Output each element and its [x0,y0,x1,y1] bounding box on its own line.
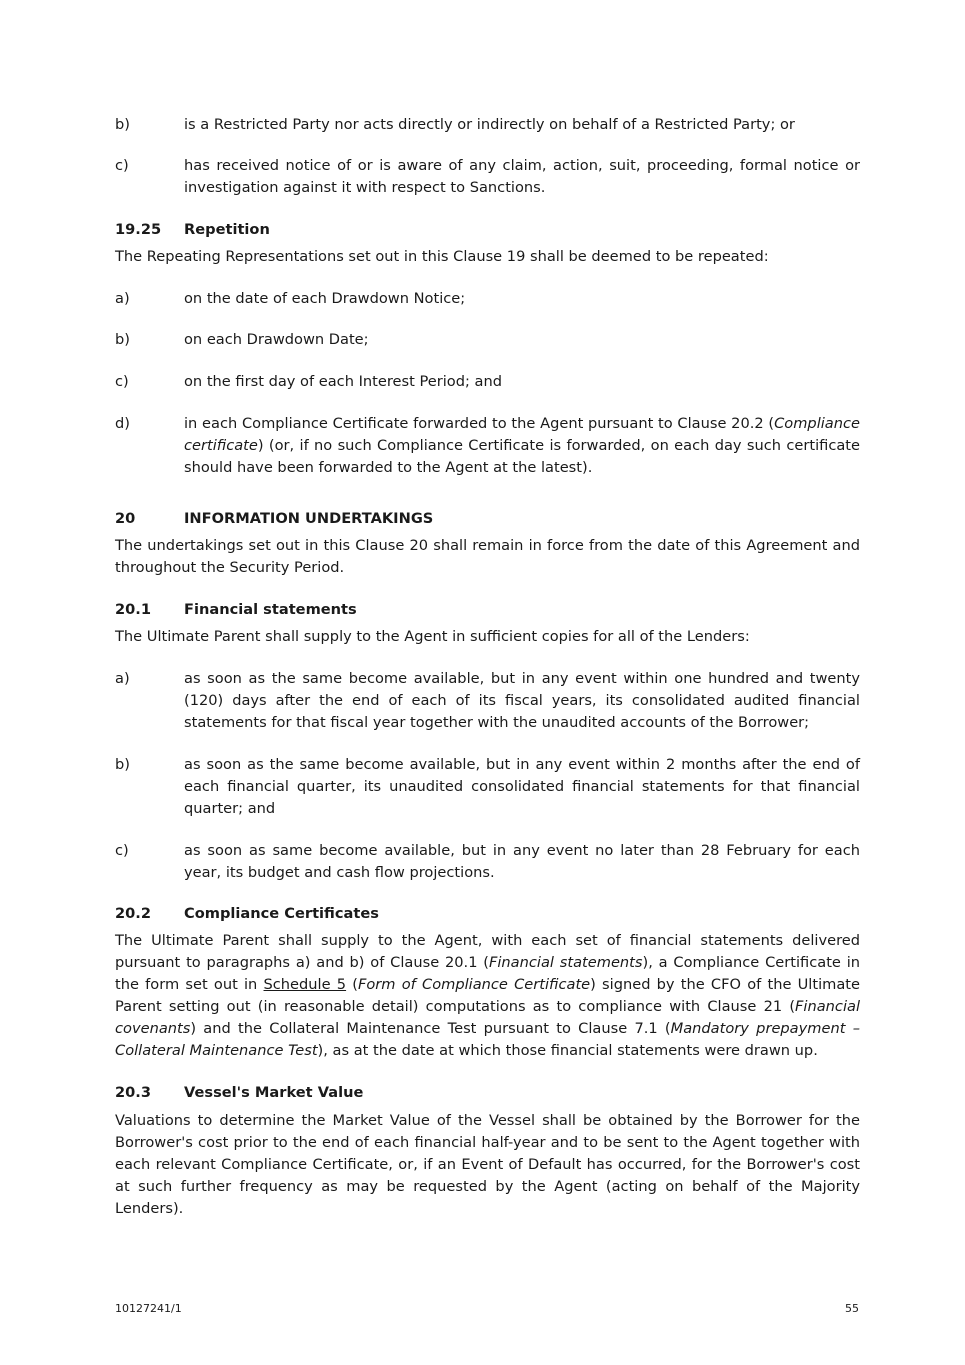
section-intro: The undertakings set out in this Clause 20 shall remain in force from the date of this Agreement and throughout the Security Period. [115,537,860,576]
section-title: Financial statements [184,601,357,618]
text-run: The Ultimate Parent shall supply to the Agent, with each set of financial statements delivered pursuant to paragraphs a) and b) of Clause 20.1 ( [115,932,860,971]
list-marker: d) [115,415,130,432]
section-title: Compliance Certificates [184,905,379,922]
list-text: has received notice of or is aware of any claim, action, suit, proceeding, formal notice or investigation against it with respect to Sanctions. [184,157,860,196]
list-marker: a) [115,670,130,687]
list-marker: b) [115,756,130,773]
text-run-italic: Form of Compliance Certificate [357,976,591,993]
section-number: 20 [115,510,136,527]
text-run: in each Compliance Certificate forwarded to the Agent pursuant to Clause 20.2 ( [184,415,775,432]
list-text: on the first day of each Interest Period; and [184,373,502,390]
text-run: ) signed by the CFO of the Ultimate Parent setting out (in reasonable detail) computations as to compliance with Clause 21 ( [115,976,861,1015]
list-marker: b) [115,116,130,133]
section-title: INFORMATION UNDERTAKINGS [184,510,434,527]
section-intro: The Ultimate Parent shall supply to the Agent in sufficient copies for all of the Lenders: [115,628,750,645]
list-marker: c) [115,842,129,859]
section-intro: The Repeating Representations set out in this Clause 19 shall be deemed to be repeated: [115,248,769,265]
list-text: as soon as the same become available, but in any event within one hundred and twenty (120) days after the end of each of its fiscal years, its consolidated audited financial statements for that fiscal year together with the unaudited accounts of the Borrower; [184,670,860,731]
list-text: as soon as same become available, but in any event no later than 28 February for each year, its budget and cash flow projections. [184,842,860,881]
list-text: as soon as the same become available, but in any event within 2 months after the end of each financial quarter, its unaudited consolidated financial statements for that financial quarter; and [184,756,860,817]
section-number: 20.1 [115,601,152,618]
list-text [184,413,860,479]
section-number: 19.25 [115,221,162,238]
list-marker: a) [115,290,130,307]
text-run-italic: Compliance certificate [184,415,860,454]
text-run: ( [346,976,358,993]
text-run: ), as at the date at which those financial statements were drawn up. [317,1042,818,1059]
section-paragraph: Valuations to determine the Market Value of the Vessel shall be obtained by the Borrower for the Borrower's cost prior to the end of each financial half-year and to be sent to the Agent together with each relevant Compliance Certificate, or, if an Event of Default has occurred, for the Borrower's cost at such further frequency as may be requested by the Agent (acting on behalf of the Majority Lenders). [115,1112,860,1217]
list-marker: b) [115,331,130,348]
text-run: ) and the Collateral Maintenance Test pursuant to Clause 7.1 ( [190,1020,671,1037]
schedule-5-reference: Schedule 5 [263,976,347,993]
section-number: 20.3 [115,1084,152,1101]
section-paragraph [115,930,860,1062]
text-run-italic: Financial covenants [115,998,860,1037]
list-marker: c) [115,373,129,390]
text-run-italic: Mandatory prepayment – Collateral Maintenance Test [115,1020,860,1059]
list-text: is a Restricted Party nor acts directly or indirectly on behalf of a Restricted Party; or [184,116,795,133]
list-text: on the date of each Drawdown Notice; [184,290,466,307]
list-marker: c) [115,157,129,174]
footer-doc-ref: 10127241/1 [115,1302,182,1315]
text-run-italic: Financial statements [488,954,643,971]
list-text: on each Drawdown Date; [184,331,369,348]
text-run: ) (or, if no such Compliance Certificate is forwarded, on each day such certificate should have been forwarded to the Agent at the latest). [184,437,860,476]
section-title: Vessel's Market Value [184,1084,364,1101]
section-number: 20.2 [115,905,152,922]
footer-page-number: 55 [845,1302,859,1315]
text-run: ), a Compliance Certificate in the form set out in [115,954,861,993]
section-title: Repetition [184,221,270,238]
